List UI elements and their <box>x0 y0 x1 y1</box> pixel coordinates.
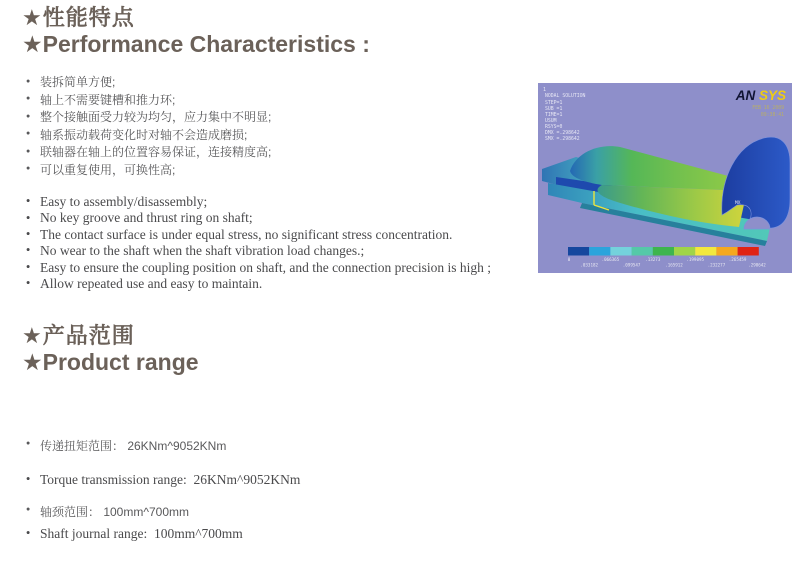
ansys-simulation-image <box>538 83 792 273</box>
info-line: SUB =1 <box>545 107 563 112</box>
bullet-item: ● Allow repeated use and easy to maintain. <box>26 276 491 292</box>
colorbar-segment <box>653 247 674 256</box>
ansys-logo-an: AN <box>735 88 756 103</box>
colorbar-segment <box>610 247 631 256</box>
info-line: SMX =.298642 <box>545 137 580 142</box>
bullet-item: ● Easy to ensure the coupling position on shaft, and the connection precision is high ; <box>26 260 491 276</box>
colorbar-segment <box>632 247 653 256</box>
performance-title-en: ★Performance Characteristics : <box>22 30 370 57</box>
performance-bullets-cn <box>26 74 271 179</box>
colorbar-label: 0 <box>567 257 571 262</box>
bullet-item: ● No key groove and thrust ring on shaft; <box>26 210 491 226</box>
colorbar-label: .232277 <box>707 262 726 268</box>
bullet-item: ● Easy to assembly/disassembly; <box>26 194 491 210</box>
bullet-item: ● The contact surface is under equal stress, no significant stress concentration. <box>26 227 491 243</box>
colorbar-segment <box>589 247 610 256</box>
info-line: TIME=1 <box>545 113 563 118</box>
info-line: RSYS=0 <box>545 125 563 130</box>
performance-title-cn: ★性能特点 <box>22 5 135 30</box>
colorbar-segment <box>738 247 759 256</box>
bullet-item: ● 装拆简单方便; <box>26 74 271 92</box>
mx-marker: MX <box>735 201 741 206</box>
product-bullets-en <box>26 435 300 561</box>
colorbar-segment <box>674 247 695 256</box>
bullet-item: ● No wear to the shaft when the shaft vibration load changes.; <box>26 243 491 259</box>
bullet-item: ● 联轴器在轴上的位置容易保证，连接精度高; <box>26 144 271 162</box>
colorbar-label: .199095 <box>686 257 705 262</box>
colorbar-label: .298642 <box>748 262 766 268</box>
colorbar-segment <box>716 247 737 256</box>
product-title-cn: ★产品范围 <box>22 323 135 348</box>
bullet-item: ● Shaft journal range: 100mm^700mm <box>26 525 300 543</box>
colorbar-label: .265459 <box>728 257 747 262</box>
info-line: NODAL SOLUTION <box>545 94 586 99</box>
product-title-en: ★Product range <box>22 348 199 375</box>
bullet-item: ● Torque transmission range: 26KNm^9052KNm <box>26 471 300 489</box>
bullet-item: ● 整个接触面受力较为均匀，应力集中不明显; <box>26 109 271 127</box>
bullet-item: ● 轴系振动载荷变化时对轴不会造成磨损; <box>26 127 271 145</box>
bullet-item: ● 可以重复使用，可换性高; <box>26 162 271 180</box>
plot-number: 1 <box>543 87 547 93</box>
ansys-logo-sys: SYS <box>758 88 786 103</box>
info-line: STEP=1 <box>545 101 563 106</box>
bullet-item: ● 轴颈范围： 100mm^700mm <box>26 501 226 523</box>
bullet-item: ● 传递扭矩范围： 26KNm^9052KNm <box>26 435 226 457</box>
performance-section-titles <box>22 5 370 58</box>
colorbar-label: .099547 <box>622 262 641 268</box>
colorbar-label: .066365 <box>601 257 620 262</box>
info-line: USUM <box>545 119 557 124</box>
ansys-date: FEB 16 2009 <box>752 106 784 111</box>
product-section-titles <box>22 323 199 376</box>
colorbar-label: .033182 <box>580 262 599 268</box>
colorbar-segment <box>568 247 589 256</box>
performance-bullets-en <box>26 194 491 292</box>
colorbar-segment <box>695 247 716 256</box>
info-line: DMX =.298642 <box>545 131 580 136</box>
colorbar-label: .165912 <box>665 262 683 268</box>
colorbar-label: .13273 <box>645 257 661 262</box>
bullet-item: ● 轴上不需要键槽和推力环; <box>26 92 271 110</box>
ansys-logo <box>735 88 786 103</box>
ansys-time: 09:38:41 <box>760 113 784 118</box>
